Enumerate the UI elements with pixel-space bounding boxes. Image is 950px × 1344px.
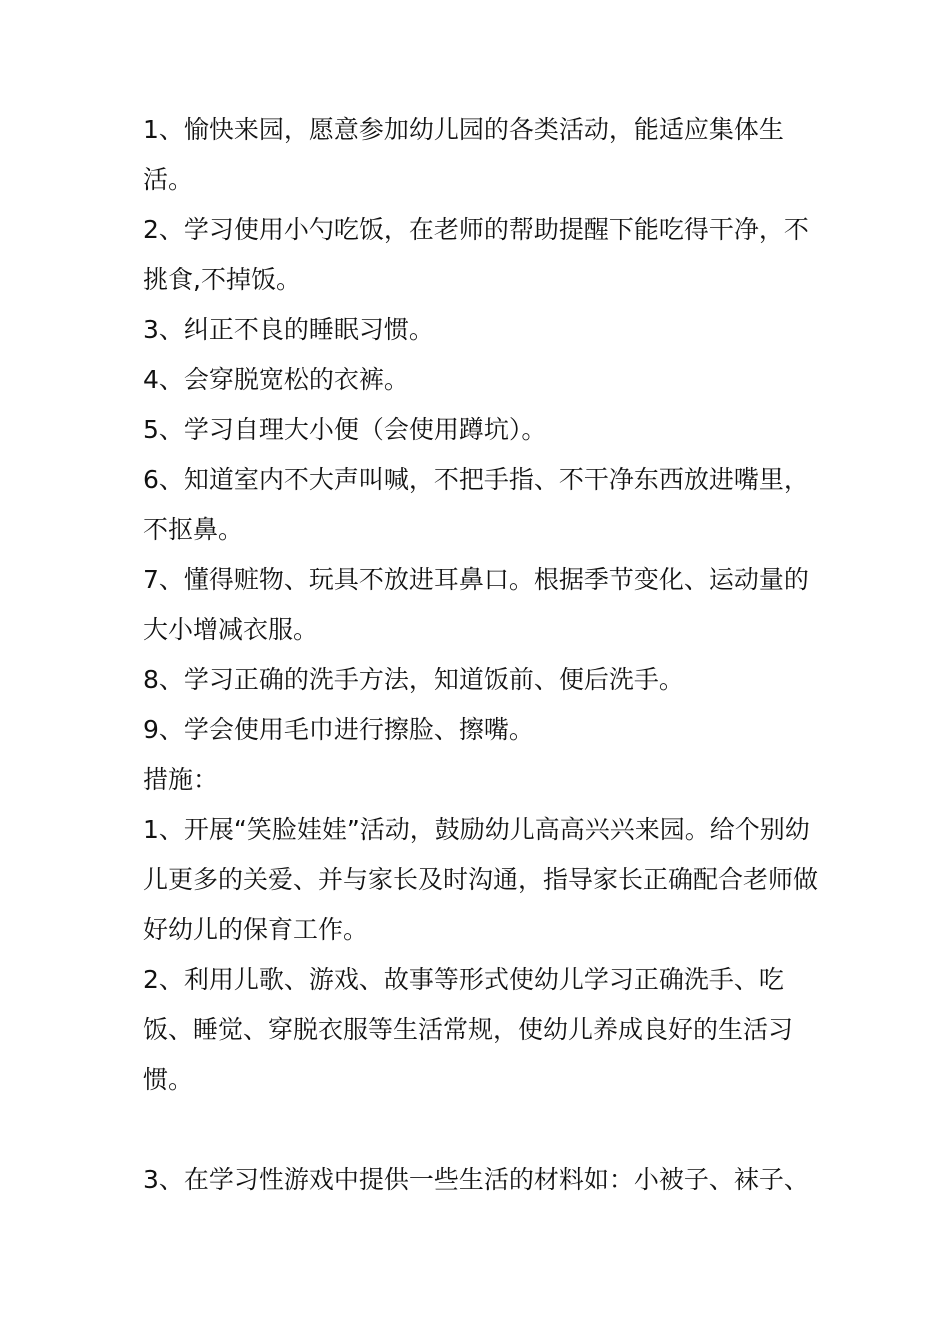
goal-item-8: 8、学习正确的洗手方法，知道饭前、便后洗手。 bbox=[143, 665, 684, 694]
goal-item-5: 5、学习自理大小便（会使用蹲坑）。 bbox=[143, 415, 547, 444]
goal-item-9: 9、学会使用毛巾进行擦脸、擦嘴。 bbox=[143, 715, 534, 744]
goal-item-1: 1、愉快来园，愿意参加幼儿园的各类活动，能适应集体生活。 bbox=[143, 115, 784, 194]
goal-item-2: 2、学习使用小勺吃饭，在老师的帮助提醒下能吃得干净，不挑食,不掉饭。 bbox=[143, 215, 809, 294]
document-body bbox=[143, 105, 823, 1205]
goal-item-4: 4、会穿脱宽松的衣裤。 bbox=[143, 365, 409, 394]
goal-item-6: 6、知道室内不大声叫喊，不把手指、不干净东西放进嘴里，不抠鼻。 bbox=[143, 465, 809, 544]
measure-item-2: 2、利用儿歌、游戏、故事等形式使幼儿学习正确洗手、吃饭、睡觉、穿脱衣服等生活常规，使幼儿养成良好的生活习惯。 bbox=[143, 965, 794, 1094]
measure-item-1: 1、开展“笑脸娃娃”活动，鼓励幼儿高高兴兴来园。给个别幼儿更多的关爱、并与家长及时沟通，指导家长正确配合老师做好幼儿的保育工作。 bbox=[143, 815, 819, 944]
goal-item-3: 3、纠正不良的睡眠习惯。 bbox=[143, 315, 434, 344]
blank-line bbox=[143, 1105, 823, 1155]
measures-heading: 措施： bbox=[143, 765, 219, 794]
measure-item-3: 3、在学习性游戏中提供一些生活的材料如：小被子、袜子、 bbox=[143, 1165, 809, 1194]
goal-item-7: 7、懂得赃物、玩具不放进耳鼻口。根据季节变化、运动量的大小增减衣服。 bbox=[143, 565, 809, 644]
